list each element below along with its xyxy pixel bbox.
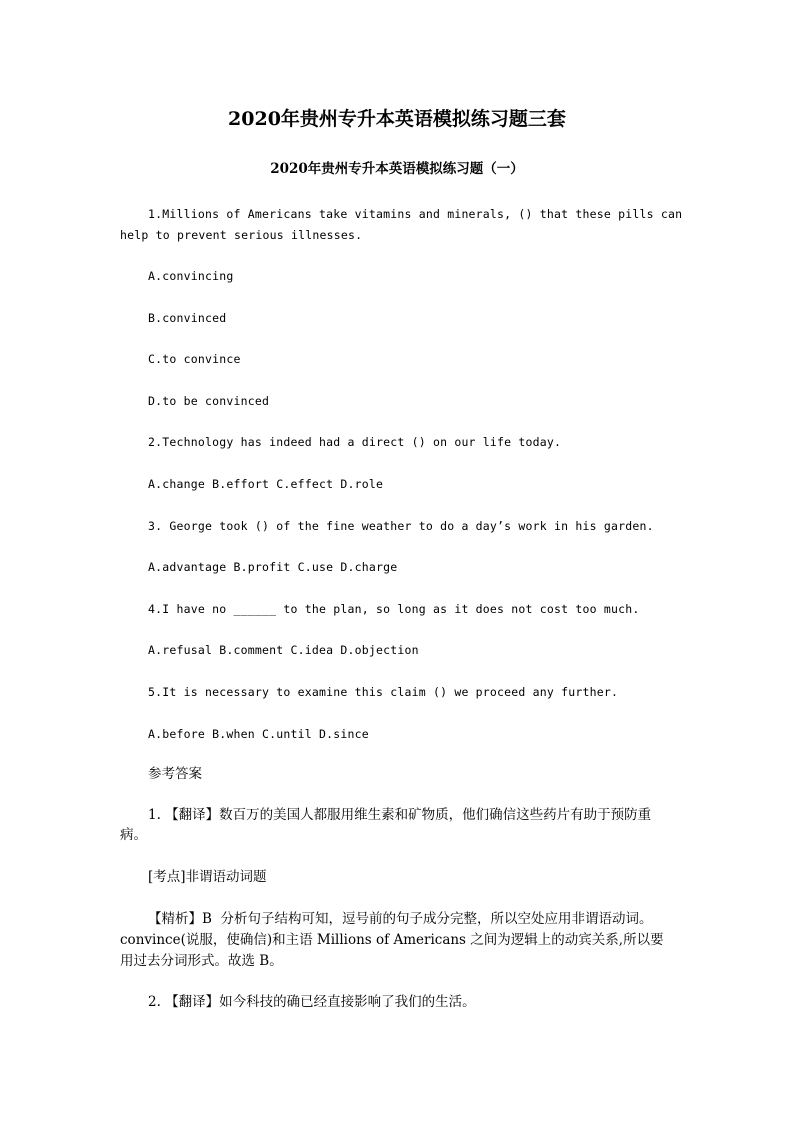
section-title: 2020年贵州专升本英语模拟练习题（一）	[270, 161, 524, 177]
question-5-stem: 5.It is necessary to examine this claim () we proceed any further.	[148, 685, 619, 699]
question-1-option-d: D.to be convinced	[148, 394, 270, 408]
question-1-option-c: C.to convince	[148, 352, 241, 366]
question-1-option-b: B.convinced	[148, 311, 227, 325]
answer-1-analysis-line-3: 用过去分词形式。故选 B。	[120, 953, 283, 969]
question-4-options: A.refusal B.comment C.idea D.objection	[148, 643, 419, 657]
question-4-stem: 4.I have no ______ to the plan, so long as it does not cost too much.	[148, 602, 640, 616]
question-2-stem: 2.Technology has indeed had a direct () on our life today.	[148, 435, 562, 449]
question-2-options: A.change B.effort C.effect D.role	[148, 477, 384, 491]
answer-1-translation-line-2: 病。	[120, 827, 147, 843]
question-1-option-a: A.convincing	[148, 269, 234, 283]
question-3-options: A.advantage B.profit C.use D.charge	[148, 560, 398, 574]
answer-2-translation: 2. 【翻译】如今科技的确已经直接影响了我们的生活。	[148, 994, 476, 1010]
answer-1-translation-line-1: 1. 【翻译】数百万的美国人都服用维生素和矿物质，他们确信这些药片有助于预防重	[148, 807, 652, 823]
question-1-stem-line-2: help to prevent serious illnesses.	[120, 228, 363, 242]
answers-heading: 参考答案	[148, 766, 202, 782]
question-3-stem: 3. George took () of the fine weather to do a day’s work in his garden.	[148, 519, 654, 533]
question-1-stem-line-1: 1.Millions of Americans take vitamins and minerals, () that these pills can	[148, 207, 683, 221]
question-5-options: A.before B.when C.until D.since	[148, 727, 369, 741]
answer-1-analysis-line-1: 【精析】B 分析句子结构可知，逗号前的句子成分完整，所以空处应用非谓语动词。	[148, 911, 653, 927]
answer-1-kaodian: [考点]非谓语动词题	[148, 869, 267, 885]
document-title: 2020年贵州专升本英语模拟练习题三套	[228, 108, 566, 130]
answer-1-analysis-line-2: convince(说服，使确信)和主语 Millions of Americans 之间为逻辑上的动宾关系,所以要	[120, 932, 664, 948]
